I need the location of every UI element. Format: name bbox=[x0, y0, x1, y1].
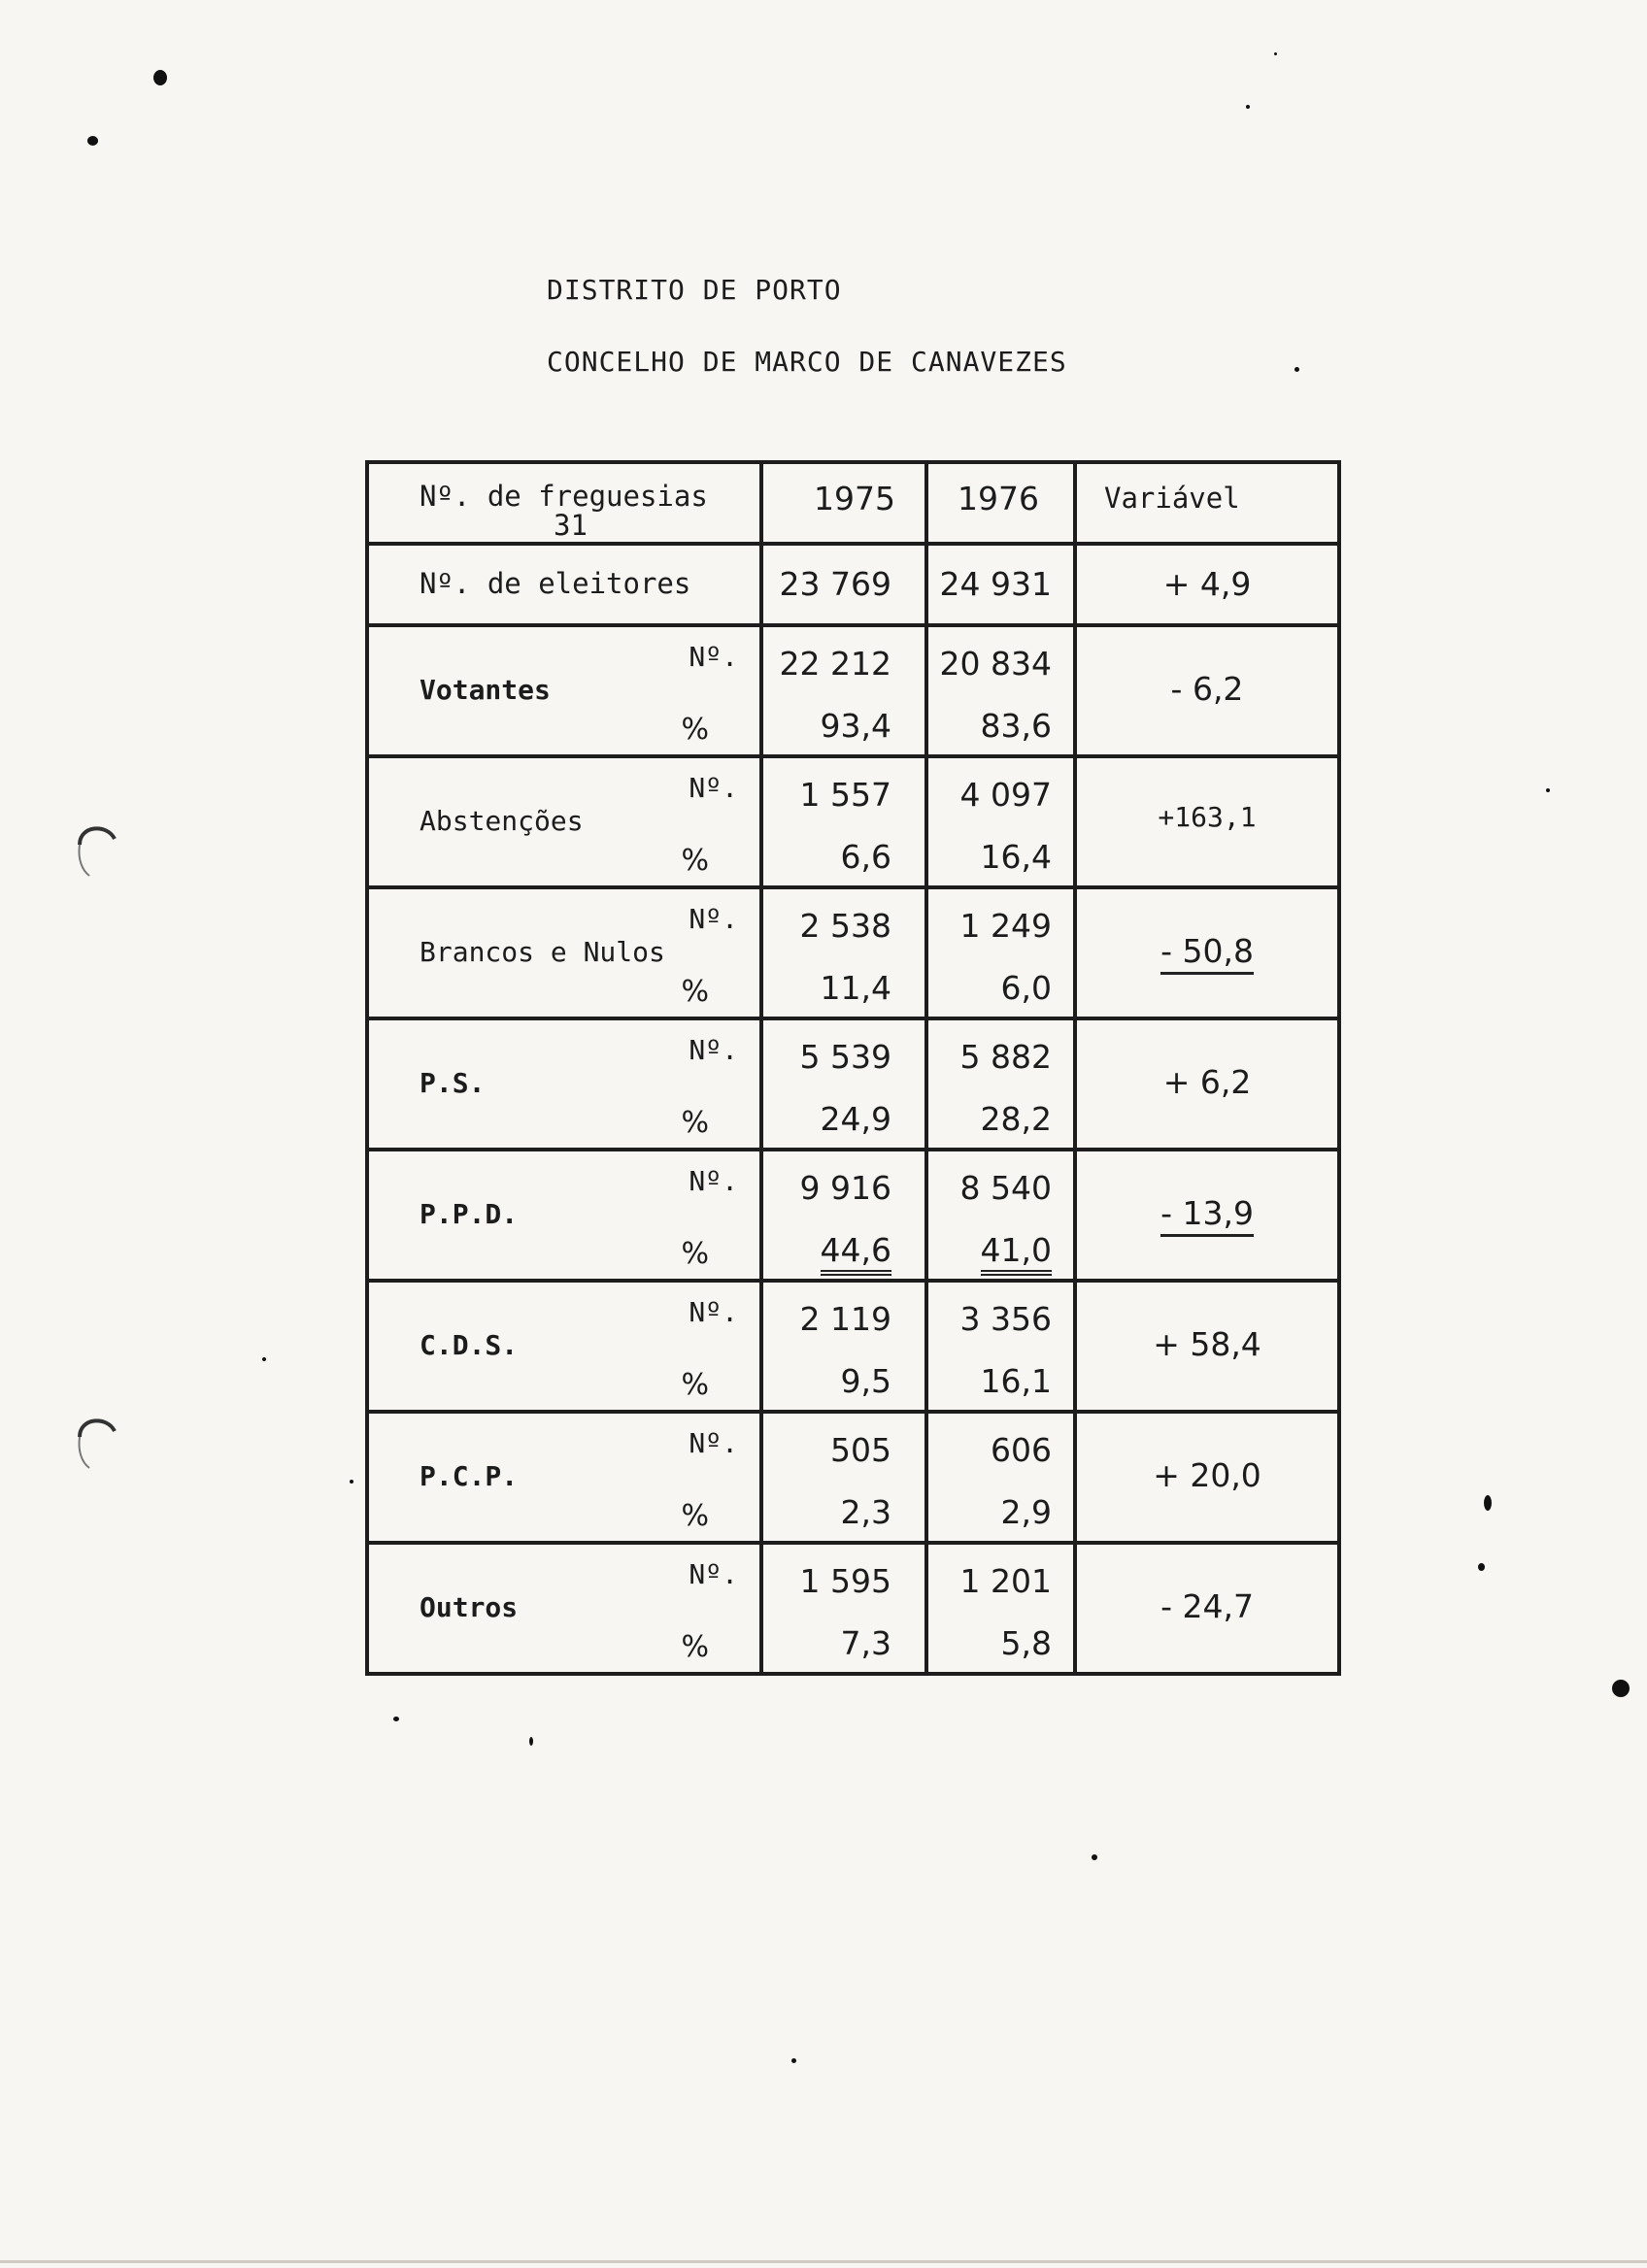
ps-variavel: + 6,2 bbox=[1162, 1063, 1252, 1101]
abstencoes-pct-1976: 16,4 bbox=[980, 838, 1052, 876]
cds-pct-1976: 16,1 bbox=[980, 1362, 1052, 1400]
pct-sublabel: % bbox=[681, 1630, 709, 1664]
pcp-no-1975: 505 bbox=[830, 1431, 891, 1469]
outros-variavel: - 24,7 bbox=[1160, 1587, 1254, 1625]
pcp-no-1976: 606 bbox=[991, 1431, 1052, 1469]
pct-sublabel: % bbox=[681, 844, 709, 878]
ppd-pct-1975-underlined: 44,6 bbox=[821, 1231, 891, 1276]
col-variavel-header: Variável bbox=[1104, 482, 1240, 515]
abstencoes-variavel: +163,1 bbox=[1158, 801, 1257, 833]
row-label: P.S. bbox=[420, 1067, 486, 1099]
row-label: Outros bbox=[420, 1591, 519, 1623]
cds-pct-1975: 9,5 bbox=[840, 1362, 891, 1400]
row-label: Votantes bbox=[420, 674, 551, 706]
pct-sublabel: % bbox=[681, 1368, 709, 1402]
pcp-pct-1975: 2,3 bbox=[840, 1493, 891, 1531]
abstencoes-pct-1975: 6,6 bbox=[840, 838, 891, 876]
district-heading: DISTRITO DE PORTO bbox=[547, 274, 842, 306]
ppd-pct-1976 bbox=[981, 1231, 1052, 1269]
eleitores-label: Nº. de eleitores bbox=[420, 567, 691, 600]
punch-hole-marks bbox=[68, 816, 136, 1495]
no-sublabel: Nº. bbox=[689, 1296, 738, 1328]
row-label: C.D.S. bbox=[420, 1329, 519, 1361]
ps-pct-1976: 28,2 bbox=[980, 1100, 1052, 1138]
table-row-ps bbox=[367, 1018, 1339, 1150]
cds-no-1975: 2 119 bbox=[799, 1300, 891, 1338]
no-sublabel: Nº. bbox=[689, 1558, 738, 1590]
cds-no-1976: 3 356 bbox=[959, 1300, 1052, 1338]
pct-sublabel: % bbox=[681, 1106, 709, 1140]
eleitores-1975: 23 769 bbox=[779, 565, 891, 603]
no-sublabel: Nº. bbox=[689, 903, 738, 935]
votantes-no-1976: 20 834 bbox=[939, 645, 1052, 683]
ppd-variavel-underlined: - 13,9 bbox=[1160, 1194, 1254, 1237]
pct-sublabel: % bbox=[681, 1499, 709, 1533]
votantes-pct-1975: 93,4 bbox=[820, 707, 891, 745]
freguesias-label: Nº. de freguesias bbox=[420, 480, 708, 513]
ps-no-1975: 5 539 bbox=[799, 1038, 891, 1076]
pcp-pct-1976: 2,9 bbox=[1000, 1493, 1052, 1531]
freguesias-value: 31 bbox=[554, 509, 588, 542]
brancos-no-1975: 2 538 bbox=[799, 907, 891, 945]
eleitores-variavel: + 4,9 bbox=[1162, 565, 1252, 603]
outros-pct-1975: 7,3 bbox=[840, 1624, 891, 1662]
row-label: Brancos e Nulos bbox=[420, 936, 665, 968]
ppd-pct-1976-underlined: 41,0 bbox=[981, 1231, 1052, 1276]
ppd-pct-1975 bbox=[821, 1231, 891, 1269]
eleitores-row bbox=[367, 544, 1339, 625]
abstencoes-no-1975: 1 557 bbox=[799, 776, 891, 814]
header-row bbox=[367, 462, 1339, 544]
pcp-variavel: + 20,0 bbox=[1153, 1456, 1261, 1494]
pct-sublabel: % bbox=[681, 713, 709, 747]
ps-pct-1975: 24,9 bbox=[820, 1100, 891, 1138]
no-sublabel: Nº. bbox=[689, 1165, 738, 1197]
ppd-no-1976: 8 540 bbox=[959, 1169, 1052, 1207]
row-label: Abstenções bbox=[420, 805, 584, 837]
county-heading: CONCELHO DE MARCO DE CANAVEZES bbox=[547, 346, 1067, 378]
pct-sublabel: % bbox=[681, 975, 709, 1009]
abstencoes-no-1976: 4 097 bbox=[959, 776, 1052, 814]
cds-variavel: + 58,4 bbox=[1153, 1325, 1261, 1363]
votantes-variavel: - 6,2 bbox=[1170, 670, 1244, 708]
ppd-no-1975: 9 916 bbox=[799, 1169, 891, 1207]
table-row-pcp bbox=[367, 1412, 1339, 1543]
outros-no-1975: 1 595 bbox=[799, 1562, 891, 1600]
ppd-variavel bbox=[1077, 1194, 1337, 1232]
table-row-votantes bbox=[367, 625, 1339, 756]
scan-bottom-edge bbox=[0, 2260, 1647, 2263]
no-sublabel: Nº. bbox=[689, 1034, 738, 1066]
pct-sublabel: % bbox=[681, 1237, 709, 1271]
votantes-pct-1976: 83,6 bbox=[980, 707, 1052, 745]
election-table bbox=[365, 460, 1341, 1676]
no-sublabel: Nº. bbox=[689, 772, 738, 804]
col-1975-header: 1975 bbox=[814, 480, 895, 517]
outros-no-1976: 1 201 bbox=[959, 1562, 1052, 1600]
no-sublabel: Nº. bbox=[689, 1427, 738, 1459]
table-row-brancos-nulos bbox=[367, 887, 1339, 1018]
row-label: P.P.D. bbox=[420, 1198, 519, 1230]
table-row-ppd bbox=[367, 1150, 1339, 1281]
table-row-abstencoes bbox=[367, 756, 1339, 887]
brancos-no-1976: 1 249 bbox=[959, 907, 1052, 945]
table-row-cds bbox=[367, 1281, 1339, 1412]
brancos-variavel bbox=[1077, 932, 1337, 970]
table-row-outros bbox=[367, 1543, 1339, 1674]
no-sublabel: Nº. bbox=[689, 641, 738, 673]
eleitores-1976: 24 931 bbox=[939, 565, 1052, 603]
votantes-no-1975: 22 212 bbox=[779, 645, 891, 683]
ps-no-1976: 5 882 bbox=[959, 1038, 1052, 1076]
outros-pct-1976: 5,8 bbox=[1000, 1624, 1052, 1662]
row-label: P.C.P. bbox=[420, 1460, 519, 1492]
brancos-pct-1976: 6,0 bbox=[1000, 969, 1052, 1007]
brancos-variavel-underlined: - 50,8 bbox=[1160, 932, 1254, 975]
brancos-pct-1975: 11,4 bbox=[820, 969, 891, 1007]
col-1976-header: 1976 bbox=[958, 480, 1039, 517]
